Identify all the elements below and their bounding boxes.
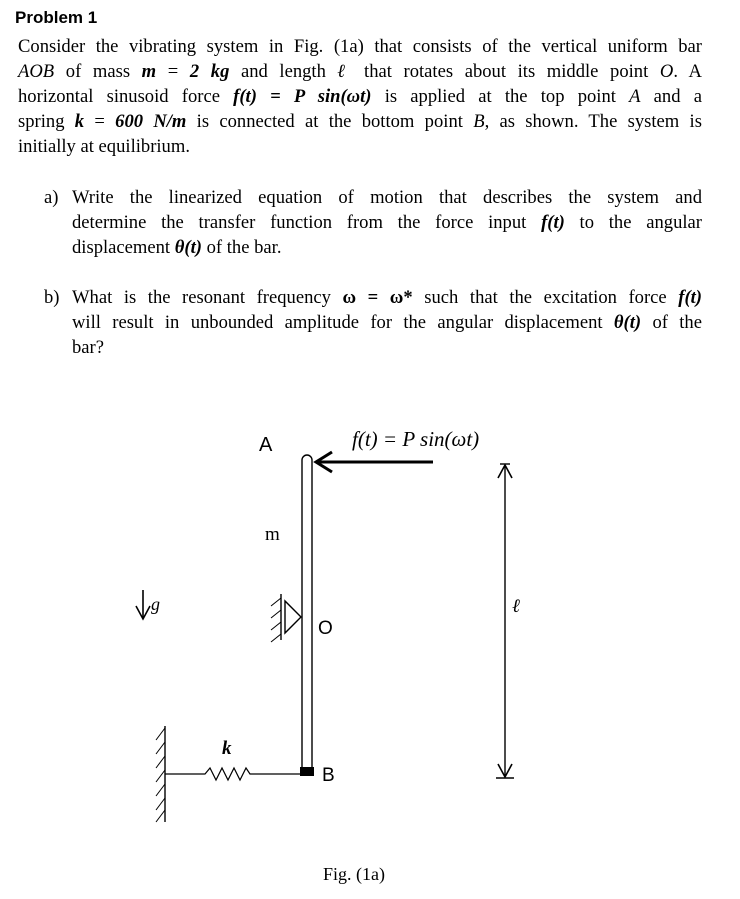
statement-line-4: spring k = 600 N/m is connected at the bottom point B, as shown. The system is [18, 111, 702, 132]
mass-label: m [265, 524, 280, 545]
force-equation-label: f(t) = P sin(ωt) [352, 427, 480, 451]
force-arrow-icon [316, 452, 433, 472]
vertical-bar [300, 455, 314, 776]
point-A-label: A [259, 434, 273, 456]
wall-icon [156, 726, 165, 822]
problem-title: Problem 1 [15, 8, 98, 27]
figure-caption: Fig. (1a) [323, 864, 385, 884]
length-label: ℓ [512, 596, 520, 617]
question-b-text: What is the resonant frequency ω = ω* such that the excitation force f(t) will result in unbounded amplitude for the angular displacement θ(t) of the bar? [72, 287, 702, 358]
gravity-arrow-icon [136, 590, 150, 619]
point-B-label: B [322, 765, 335, 786]
statement-line-2: AOB of mass m = 2 kg and length ℓ that rotates about its middle point O. A [18, 61, 702, 82]
question-a-text: Write the linearized equation of motion that describes the system and determine the transfer function from the force input f(t) to the angular displacement θ(t) of the bar. [72, 187, 702, 258]
spring-icon [165, 768, 301, 780]
length-dimension-arrow [496, 464, 514, 778]
statement-line-5: initially at equilibrium. [18, 136, 190, 157]
question-a-label: a) [44, 187, 59, 208]
question-b-label: b) [44, 287, 60, 308]
statement-line-1: Consider the vibrating system in Fig. (1a) that consists of the vertical uniform bar [18, 36, 702, 57]
gravity-label: g [151, 594, 160, 614]
spring-label: k [222, 738, 232, 759]
pivot-support-icon [271, 594, 301, 642]
statement-line-3: horizontal sinusoid force f(t) = P sin(ωt) is applied at the top point A and a [18, 86, 702, 107]
pivot-O-label: O [318, 618, 333, 639]
